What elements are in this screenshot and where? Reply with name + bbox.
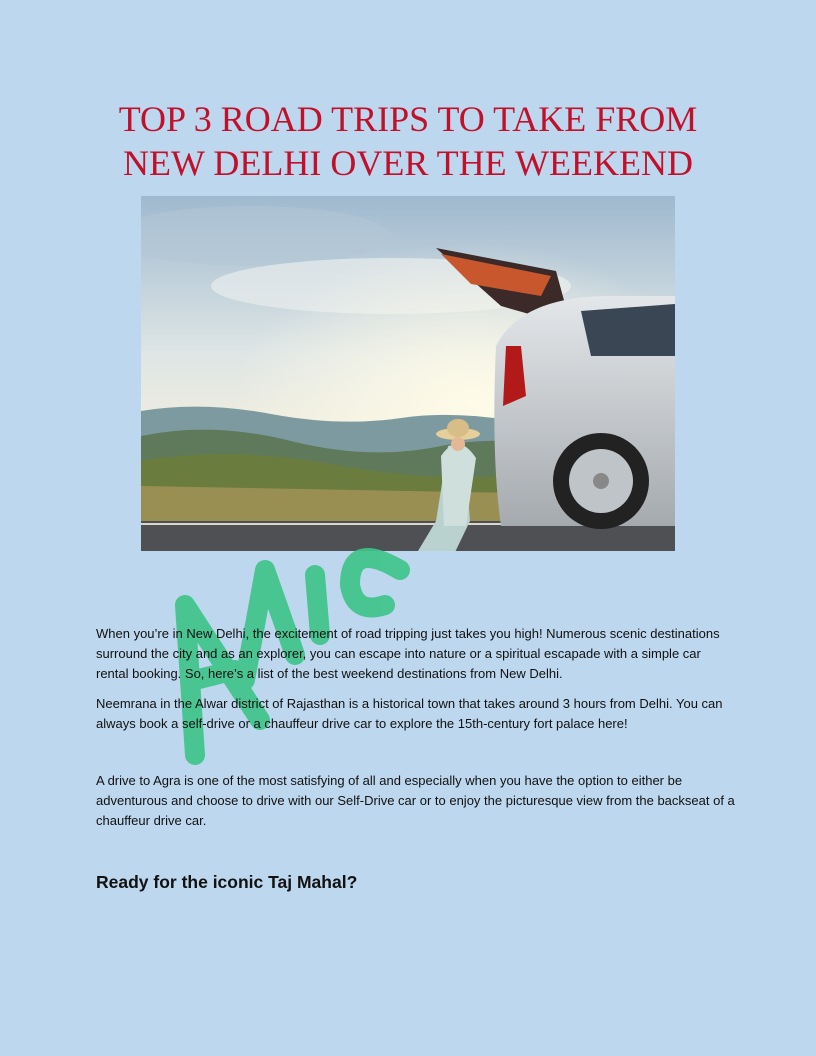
title-line-2: NEW DELHI OVER THE WEEKEND (123, 143, 693, 183)
page-title (60, 97, 756, 185)
intro-paragraph: When you’re in New Delhi, the excitement of road tripping just takes you high! Numerous scenic destinations surround the city and as an explorer, you can escape into nature or a spiritual escapade with a simple car rental booking. So, here’s a list of the best weekend destinations from New Delhi. (96, 626, 720, 681)
agra-paragraph: A drive to Agra is one of the most satisfying of all and especially when you have the option to either be adventurous and choose to drive with our Self-Drive car or to enjoy the picturesque view from the backseat of a chauffeur drive car. (96, 773, 735, 828)
title-line-1: TOP 3 ROAD TRIPS TO TAKE FROM (118, 99, 698, 139)
neemrana-paragraph: Neemrana in the Alwar district of Rajasthan is a historical town that takes around 3 hours from Delhi. You can always book a self-drive or a chauffeur drive car to explore the 15th-century fort palace here! (96, 696, 723, 731)
taj-mahal-heading: Ready for the iconic Taj Mahal? (96, 872, 358, 892)
roadtrip-photo (141, 196, 675, 551)
